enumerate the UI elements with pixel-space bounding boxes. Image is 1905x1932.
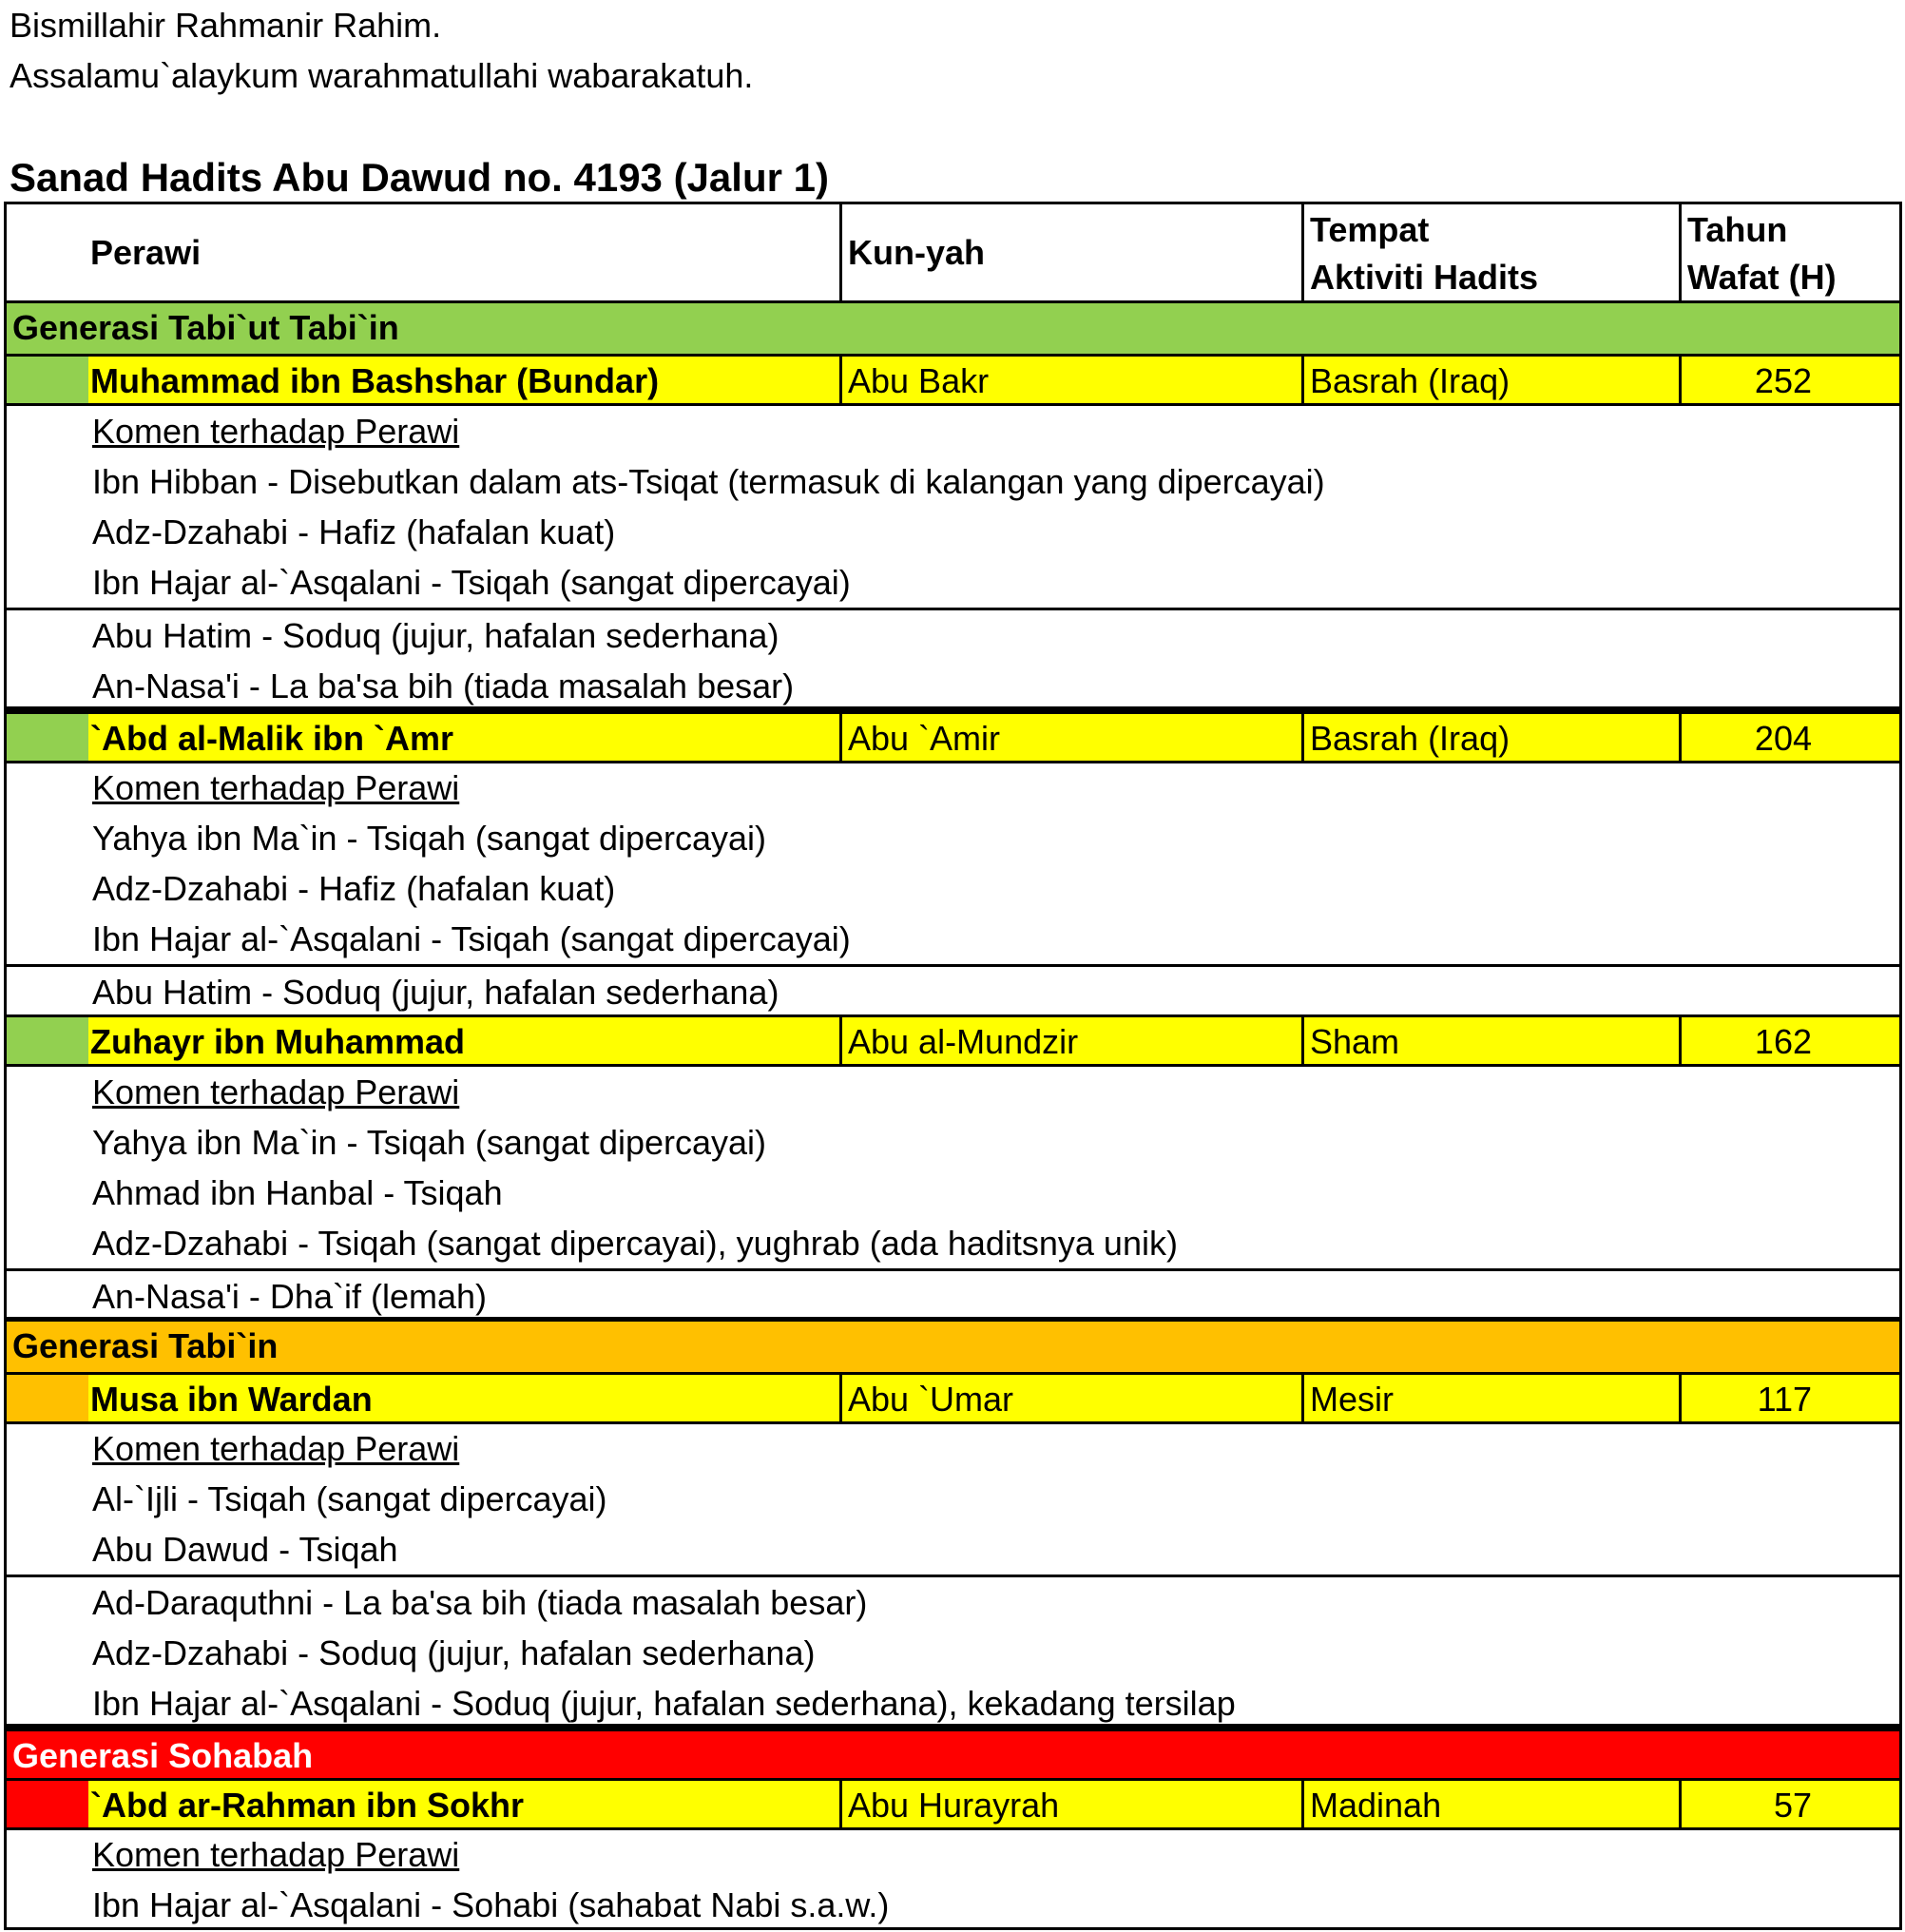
header-tempat-line2: Aktiviti Hadits [1310, 258, 1539, 297]
narrator-kunyah: Abu al-Mundzir [842, 1017, 1304, 1064]
narrator-name-text: Muhammad ibn Bashshar (Bundar) [90, 361, 660, 400]
narrator-row [7, 711, 1899, 763]
narrator-name [7, 714, 842, 761]
header-cell-perawi [7, 204, 842, 300]
comment-line: Abu Dawud - Tsiqah [92, 1530, 398, 1569]
comment-line: Adz-Dzahabi - Soduq (jujur, hafalan sederhana) [92, 1633, 816, 1672]
comment-line: Adz-Dzahabi - Tsiqah (sangat dipercayai), yughrab (ada haditsnya unik) [92, 1224, 1178, 1263]
narrator-tempat: Sham [1304, 1017, 1682, 1064]
narrator-tahun: 57 [1773, 1786, 1812, 1825]
comment-line: Yahya ibn Ma`in - Tsiqah (sangat dipercayai) [92, 1123, 767, 1162]
comment-line: Ibn Hibban - Disebutkan dalam ats-Tsiqat (termasuk di kalangan yang dipercayai) [92, 462, 1325, 501]
narrator-tahun: 162 [1754, 1022, 1812, 1061]
narrator-kunyah: Abu `Amir [842, 714, 1304, 761]
header-cell-tempat [1304, 204, 1682, 300]
narrator-tahun: 204 [1754, 719, 1812, 758]
header-perawi: Perawi [90, 233, 202, 272]
narrator-tahun: 252 [1754, 361, 1812, 400]
narrator-tahun: 117 [1757, 1380, 1812, 1419]
comments-heading: Komen terhadap Perawi [92, 1429, 460, 1468]
comment-line: An-Nasa'i - La ba'sa bih (tiada masalah besar) [92, 667, 795, 705]
generation-divider [7, 1724, 1899, 1731]
narrator-name-text: Zuhayr ibn Muhammad [90, 1022, 466, 1061]
narrator-kunyah: Abu Bakr [842, 357, 1304, 403]
generation-label: Generasi Tabi`in [12, 1326, 279, 1365]
comment-line: Ahmad ibn Hanbal - Tsiqah [92, 1173, 503, 1212]
comment-line: Abu Hatim - Soduq (jujur, hafalan sederhana) [92, 616, 779, 655]
narrator-name-text: `Abd al-Malik ibn `Amr [90, 719, 454, 758]
comment-line: Yahya ibn Ma`in - Tsiqah (sangat dipercayai) [92, 819, 767, 858]
generation-label: Generasi Sohabah [12, 1736, 314, 1775]
comment-line: Al-`Ijli - Tsiqah (sangat dipercayai) [92, 1479, 607, 1518]
comment-line: Adz-Dzahabi - Hafiz (hafalan kuat) [92, 869, 616, 908]
narrator-row [7, 1372, 1899, 1424]
comment-line: Ibn Hajar al-`Asqalani - Soduq (jujur, hafalan sederhana), kekadang tersilap [92, 1684, 1236, 1723]
comment-line: An-Nasa'i - Dha`if (lemah) [92, 1277, 487, 1316]
header-tahun-line1: Tahun [1687, 210, 1788, 249]
comments-heading: Komen terhadap Perawi [92, 1835, 460, 1874]
narrator-name [7, 1017, 842, 1064]
table-header [7, 204, 1899, 303]
generation-row-tabiut-tabiin [7, 303, 1899, 354]
narrator-name-text: Musa ibn Wardan [90, 1380, 373, 1419]
comment-line: Abu Hatim - Soduq (jujur, hafalan sederhana) [92, 973, 779, 1012]
comment-line: Adz-Dzahabi - Hafiz (hafalan kuat) [92, 512, 616, 551]
comments-heading: Komen terhadap Perawi [92, 1072, 460, 1111]
narrator-name-text: `Abd ar-Rahman ibn Sokhr [90, 1786, 525, 1825]
narrator-tempat: Madinah [1304, 1781, 1682, 1827]
narrator-row [7, 1014, 1899, 1067]
narrator-tempat: Basrah (Iraq) [1304, 714, 1682, 761]
comment-line: Ibn Hajar al-`Asqalani - Tsiqah (sangat dipercayai) [92, 563, 851, 602]
header-cell-kunyah [842, 204, 1304, 300]
comment-line: Ibn Hajar al-`Asqalani - Tsiqah (sangat dipercayai) [92, 919, 851, 958]
narrator-kunyah: Abu Hurayrah [842, 1781, 1304, 1827]
header-kunyah: Kun-yah [848, 233, 985, 272]
greeting-line-1: Bismillahir Rahmanir Rahim. [10, 6, 442, 45]
narrator-name [7, 1375, 842, 1421]
narrator-row [7, 1778, 1899, 1830]
comments-heading: Komen terhadap Perawi [92, 768, 460, 807]
generation-row-tabiin [7, 1322, 1899, 1372]
generation-label: Generasi Tabi`ut Tabi`in [12, 308, 399, 347]
sanad-table [4, 202, 1902, 1930]
narrator-tempat: Basrah (Iraq) [1304, 357, 1682, 403]
comments-heading: Komen terhadap Perawi [92, 412, 460, 451]
narrator-name [7, 357, 842, 403]
narrator-tempat: Mesir [1304, 1375, 1682, 1421]
narrator-kunyah: Abu `Umar [842, 1375, 1304, 1421]
comment-line: Ad-Daraquthni - La ba'sa bih (tiada masalah besar) [92, 1583, 868, 1622]
header-cell-tahun [1682, 204, 1899, 300]
header-tahun-line2: Wafat (H) [1687, 258, 1837, 297]
narrator-name [7, 1781, 842, 1827]
header-tempat-line1: Tempat [1310, 210, 1430, 249]
narrator-row [7, 354, 1899, 406]
generation-row-sohabah [7, 1731, 1899, 1779]
comment-line: Ibn Hajar al-`Asqalani - Sohabi (sahabat Nabi s.a.w.) [92, 1885, 890, 1924]
page-title: Sanad Hadits Abu Dawud no. 4193 (Jalur 1) [10, 155, 829, 200]
greeting-line-2: Assalamu`alaykum warahmatullahi wabarakatuh. [10, 56, 754, 95]
